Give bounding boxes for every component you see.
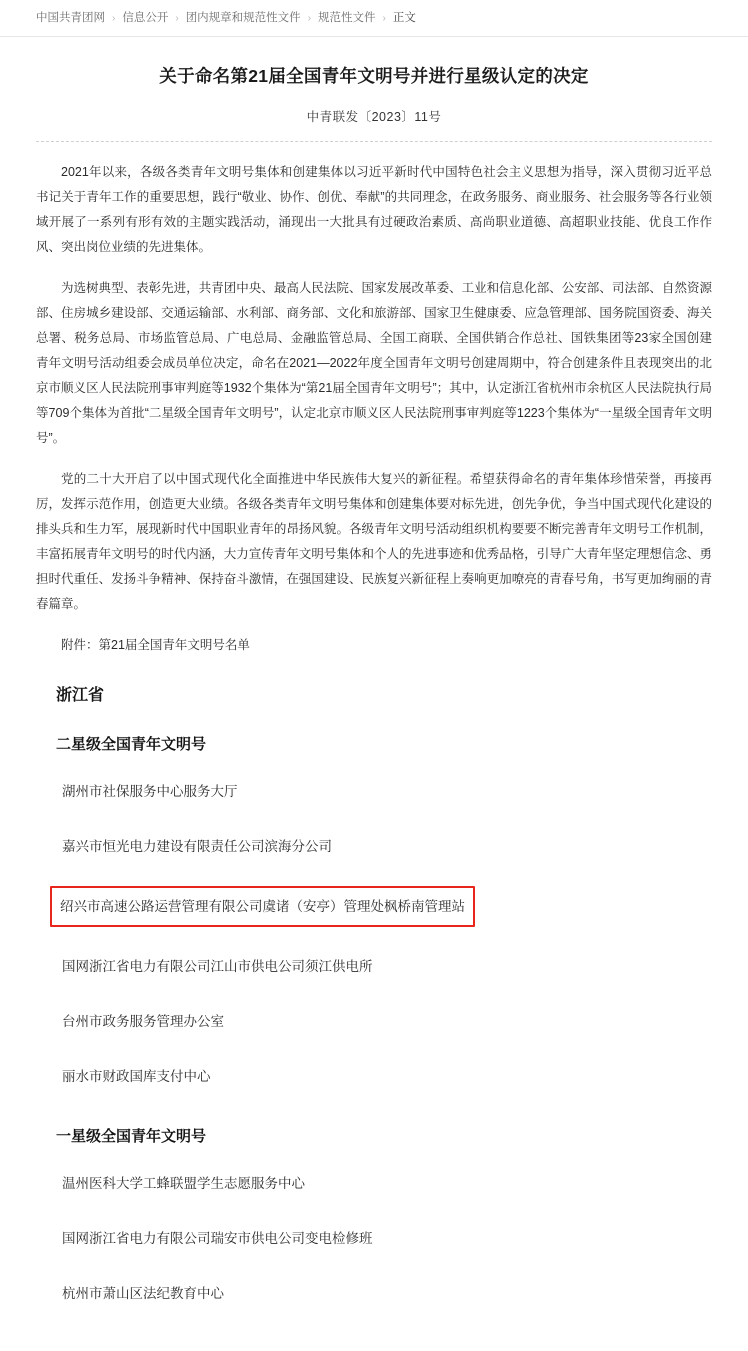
list-item <box>36 764 712 819</box>
list-item <box>36 994 712 1049</box>
attachment-line: 附件：第21届全国青年文明号名单 <box>61 638 250 653</box>
breadcrumb-separator-icon: › <box>175 12 179 24</box>
breadcrumb-separator-icon: › <box>307 12 312 24</box>
breadcrumb-item-home[interactable]: 中国共青团网 <box>36 12 105 24</box>
list-item-highlighted <box>36 874 712 939</box>
breadcrumb-item-current: 正文 <box>392 12 416 24</box>
entry-label: 杭州市萧山区法纪教育中心 <box>62 1286 224 1302</box>
divider <box>36 141 712 142</box>
document-body <box>0 63 748 1351</box>
list-item <box>36 1266 712 1321</box>
list-item <box>36 1156 712 1211</box>
section-heading-two-star: 二星级全国青年文明号 <box>56 736 207 754</box>
document-number: 中青联发〔2023〕11号 <box>306 110 442 125</box>
breadcrumb-item-info-disclosure[interactable]: 信息公开 <box>122 12 169 24</box>
section-heading-one-star: 一星级全国青年文明号 <box>56 1128 207 1146</box>
entry-label: 温州医科大学工蜂联盟学生志愿服务中心 <box>62 1176 305 1192</box>
breadcrumb-item-normative-docs[interactable]: 规范性文件 <box>318 12 376 24</box>
entry-label: 丽水市财政国库支付中心 <box>62 1069 211 1085</box>
breadcrumb <box>0 0 748 37</box>
entry-label: 嘉兴市恒光电力建设有限责任公司滨海分公司 <box>62 839 332 855</box>
entry-label: 台州市政务服务管理办公室 <box>62 1014 224 1030</box>
paragraph-2: 为选树典型、表彰先进，共青团中央、最高人民法院、国家发展改革委、工业和信息化部、公安部、司法部、自然资源部、住房城乡建设部、交通运输部、水利部、商务部、文化和旅游部、国家卫生健康委、应急管理部、国务院国资委、海关总署、税务总局、市场监管总局、广电总局、金融监管总局、全国工商联、全国供销合作总社、国铁集团等23家全国创建青年文明号活动组委会成员单位决定，命名在2021—2022年度全国青年文明号创建周期中，符合创建条件且表现突出的北京市顺义区人民法院刑事审判庭等1932个集体为“第21届全国青年文明号”；其中，认定浙江省杭州市余杭区人民法院执行局等709个集体为首批“二星级全国青年文明号”，认定北京市顺义区人民法院刑事审判庭等1223个集体为“一星级全国青年文明号”。 <box>36 281 712 446</box>
list-item <box>36 1049 712 1104</box>
province-heading: 浙江省 <box>56 687 105 705</box>
breadcrumb-item-regulations[interactable]: 团内规章和规范性文件 <box>185 12 301 24</box>
entry-label-highlighted: 绍兴市高速公路运营管理有限公司虞诸（安亭）管理处枫桥南管理站 <box>50 886 475 927</box>
breadcrumb-separator-icon: › <box>112 12 116 24</box>
paragraph-3: 党的二十大开启了以中国式现代化全面推进中华民族伟大复兴的新征程。希望获得命名的青年集体珍惜荣誉，再接再厉，发挥示范作用，创造更大业绩。各级各类青年文明号集体和创建集体要对标先进，创先争优，争当中国式现代化建设的排头兵和生力军，展现新时代中国职业青年的昂扬风貌。各级青年文明号活动组织机构要要不断完善青年文明号工作机制，丰富拓展青年文明号的时代内涵，大力宣传青年文明号集体和个人的先进事迹和优秀品格，引导广大青年坚定理想信念、勇担时代重任、发扬斗争精神、保持奋斗激情，在强国建设、民族复兴新征程上奏响更加嘹亮的青春号角，书写更加绚丽的青春篇章。 <box>36 472 712 612</box>
list-item <box>36 939 712 994</box>
paragraph-1: 2021年以来，各级各类青年文明号集体和创建集体以习近平新时代中国特色社会主义思想为指导，深入贯彻习近平总书记关于青年工作的重要思想，践行“敬业、协作、创优、奉献”的共同理念，在政务服务、商业服务、社会服务等各行业领域开展了一系列有形有效的主题实践活动，涌现出一大批具有过硬政治素质、高尚职业道德、高超职业技能、优良工作作风、突出岗位业绩的先进集体。 <box>36 165 712 255</box>
breadcrumb-separator-icon: › <box>382 12 386 24</box>
list-item <box>36 1211 712 1266</box>
entry-label: 国网浙江省电力有限公司瑞安市供电公司变电检修班 <box>62 1231 373 1247</box>
entry-label: 湖州市社保服务中心服务大厅 <box>62 784 238 800</box>
page-title: 关于命名第21届全国青年文明号并进行星级认定的决定 <box>159 65 589 86</box>
entry-label: 国网浙江省电力有限公司江山市供电公司须江供电所 <box>62 959 373 975</box>
list-item <box>36 819 712 874</box>
